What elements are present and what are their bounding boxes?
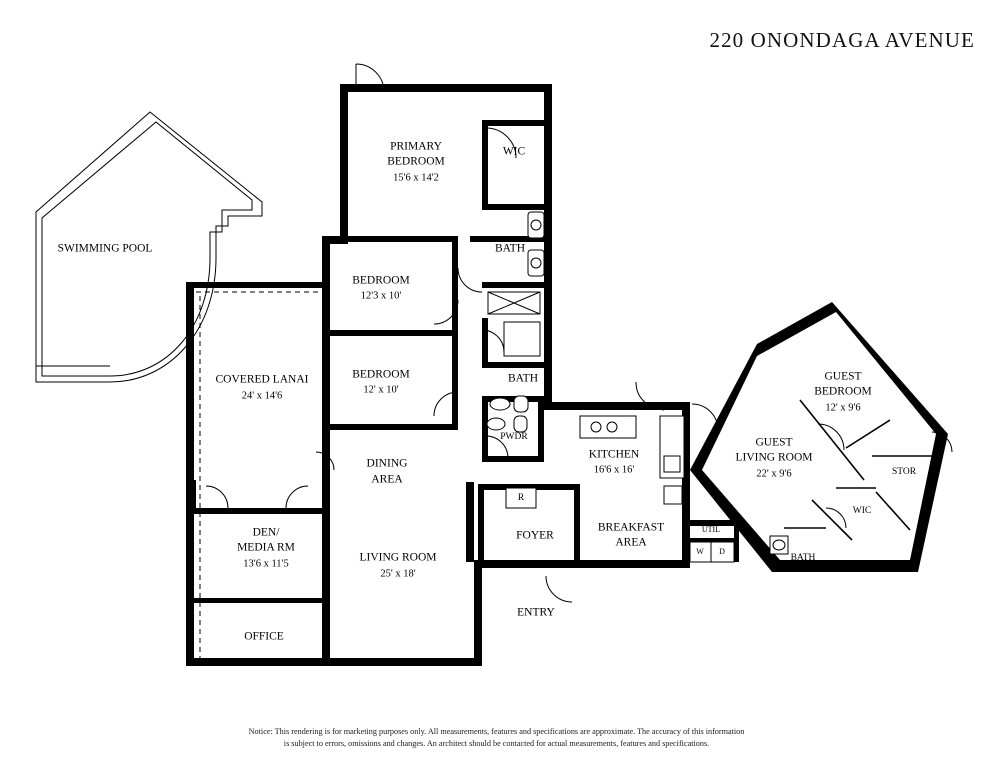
label-bedroom-3: BEDROOM — [352, 368, 410, 381]
label-primary-bedroom-dim: 15'6 x 14'2 — [393, 172, 439, 184]
label-wic-guest: WIC — [852, 506, 872, 517]
label-guest-bedroom-2: BEDROOM — [814, 385, 872, 398]
label-primary-bedroom: PRIMARY — [390, 140, 442, 153]
label-dining-area-2: AREA — [371, 473, 403, 486]
label-swimming-pool: SWIMMING POOL — [57, 242, 153, 255]
label-kitchen: KITCHEN — [588, 448, 640, 461]
label-stor: STOR — [891, 467, 917, 478]
label-foyer: FOYER — [516, 529, 554, 542]
guest-wing-walls — [690, 302, 948, 572]
label-entry: ENTRY — [517, 606, 555, 619]
label-wic-primary: WIC — [502, 145, 526, 158]
label-bedroom-2: BEDROOM — [352, 274, 410, 287]
lanai-screen-line — [196, 292, 318, 662]
label-guest-living-room: GUEST — [755, 436, 793, 449]
disclaimer-line-2: is subject to errors, omissions and changes. An architect should be contacted for actual measurements, features and specifications. — [283, 739, 710, 749]
label-guest-living-room-dim: 22' x 9'6 — [756, 468, 792, 480]
label-pwdr: PWDR — [500, 432, 528, 443]
label-refrigerator: R — [517, 493, 525, 504]
label-primary-bedroom-2: BEDROOM — [387, 155, 445, 168]
page-title: 220 ONONDAGA AVENUE — [709, 28, 975, 52]
label-living-room-dim: 25' x 18' — [380, 568, 416, 580]
label-covered-lanai: COVERED LANAI — [215, 373, 309, 386]
label-bath-guest: BATH — [790, 553, 816, 564]
label-den-media-room-dim: 13'6 x 11'5 — [243, 558, 289, 570]
label-den-media-room: DEN/ — [252, 526, 280, 539]
label-bath-hall: BATH — [507, 372, 539, 385]
label-office: OFFICE — [244, 630, 284, 643]
label-bath-primary: BATH — [494, 242, 526, 255]
disclaimer — [0, 726, 993, 750]
disclaimer-line-1: Notice: This rendering is for marketing purposes only. All measurements, features and specifications are approximate. The accuracy of this information — [248, 727, 745, 737]
label-guest-bedroom: GUEST — [824, 370, 862, 383]
label-covered-lanai-dim: 24' x 14'6 — [241, 390, 283, 402]
label-breakfast-area: BREAKFAST — [597, 521, 665, 534]
label-kitchen-dim: 16'6 x 16' — [593, 464, 635, 476]
label-util: UTIL — [701, 524, 721, 534]
label-dining-area: DINING — [366, 457, 408, 470]
label-bedroom-2-dim: 12'3 x 10' — [360, 290, 402, 302]
label-guest-living-room-2: LIVING ROOM — [735, 451, 813, 464]
label-dryer: D — [719, 546, 725, 556]
label-bedroom-3-dim: 12' x 10' — [363, 384, 399, 396]
label-breakfast-area-2: AREA — [615, 536, 647, 549]
label-washer: W — [696, 546, 704, 556]
label-guest-bedroom-dim: 12' x 9'6 — [825, 402, 861, 414]
label-den-media-room-2: MEDIA RM — [237, 541, 295, 554]
label-living-room: LIVING ROOM — [359, 551, 437, 564]
